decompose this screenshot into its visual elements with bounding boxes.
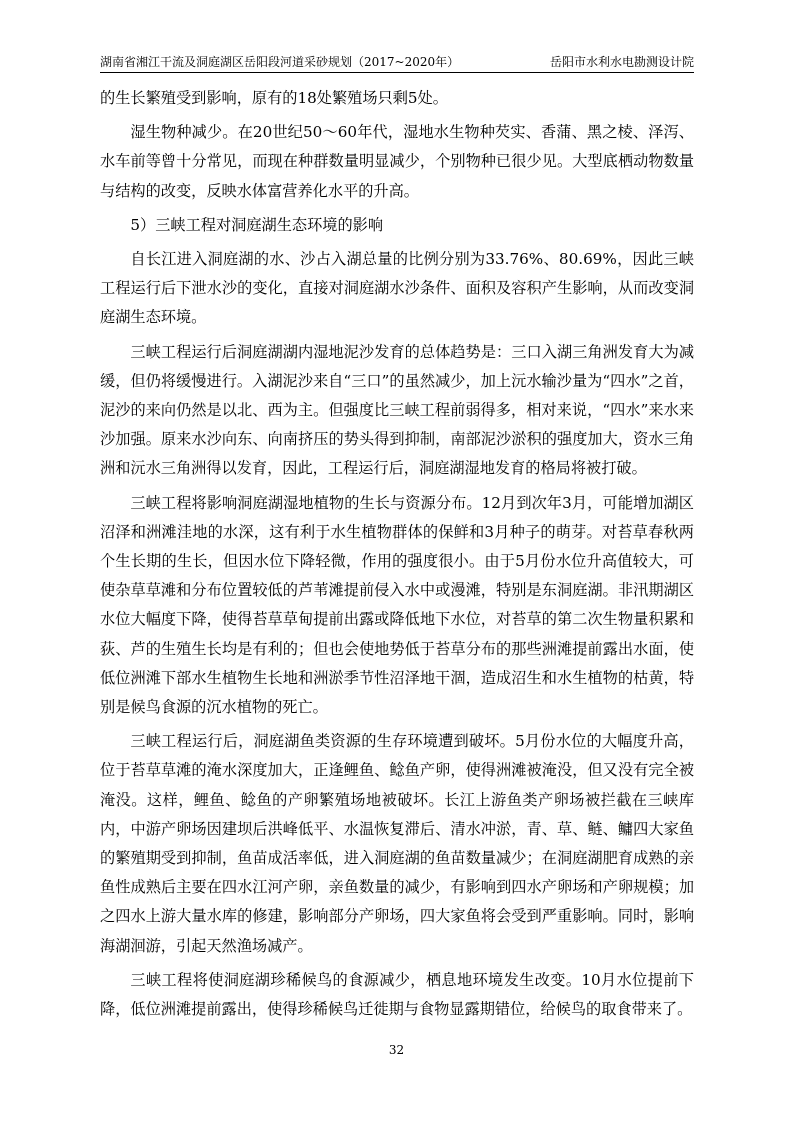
paragraph-fish-resources: 三峡工程运行后，洞庭湖鱼类资源的生存环境遭到破坏。5月份水位的大幅度升高，位于苔草草滩的淹水深度加大，正逢鲤鱼、鲶鱼产卵，使得洲滩被淹没，但又没有完全被淹没。这样，鲤鱼、鲶鱼的产卵繁殖场地被破坏。长江上游鱼类产卵场被拦截在三峡库内，中游产卵场因建坝后洪峰低平、水温恢复滞后、清水冲淤，青、草、鲢、鳙四大家鱼的繁殖期受到抑制，鱼苗成活率低，进入洞庭湖的鱼苗数量减少；在洞庭湖肥育成熟的亲鱼性成熟后主要在四水江河产卵，亲鱼数量的减少，有影响到四水产卵场和产卵规模；加之四水上游大量水库的修建，影响部分产卵场，四大家鱼将会受到严重影响。同时，影响海湖洄游，引起天然渔场减产。	[100, 732, 694, 955]
page-body	[100, 84, 694, 1024]
header-document-title: 湖南省湘江干流及洞庭湖区岳阳段河道采砂规划（2017~2020年）	[100, 55, 460, 69]
page-header	[100, 50, 694, 73]
page-number: 32	[388, 1043, 405, 1057]
paragraph-migratory-birds: 三峡工程将使洞庭湖珍稀候鸟的食源减少，栖息地环境发生改变。10月水位提前下降，低位洲滩提前露出，使得珍稀候鸟迁徙期与食物显露期错位，给候鸟的取食带来了。	[100, 970, 694, 1019]
paragraph-sediment-ratio: 自长江进入洞庭湖的水、沙占入湖总量的比例分别为33.76%、80.69%，因此三峡工程运行后下泄水沙的变化，直接对洞庭湖水沙条件、面积及容积产生影响，从而改变洞庭湖生态环境。	[100, 250, 694, 327]
paragraph-species-decline: 湿生物种减少。在20世纪50～60年代，湿地水生物种芡实、香蒲、黑之棱、泽泻、水车前等曾十分常见，而现在种群数量明显减少，个别物种已很少见。大型底栖动物数量与结构的改变，反映水体富营养化水平的升高。	[100, 123, 694, 200]
paragraph-wetland-plants: 三峡工程将影响洞庭湖湿地植物的生长与资源分布。12月到次年3月，可能增加湖区沼泽和洲滩洼地的水深，这有利于水生植物群体的保鲜和3月种子的萌芽。对苔草春秋两个生长期的生长，但因水位下降轻微，作用的强度很小。由于5月份水位升高值较大，可使杂草草滩和分布位置较低的芦苇滩提前侵入水中或漫滩，特别是东洞庭湖。非汛期湖区水位大幅度下降，使得苔草草甸提前出露或降低地下水位，对苔草的第二次生物量积累和荻、芦的生殖生长均是有利的；但也会使地势低于苔草分布的那些洲滩提前露出水面，使低位洲滩下部水生植物生长地和洲淤季节性沼泽地干涸，造成沼生和水生植物的枯黄，特别是候鸟食源的沉水植物的死亡。	[100, 493, 694, 717]
section-heading: 5）三峡工程对洞庭湖生态环境的影响	[130, 215, 384, 234]
paragraph-continuation: 的生长繁殖受到影响，原有的18处繁殖场只剩5处。	[100, 89, 448, 107]
header-organization: 岳阳市水利水电勘测设计院	[549, 55, 694, 69]
paragraph-wetland-sediment: 三峡工程运行后洞庭湖湖内湿地泥沙发育的总体趋势是：三口入湖三角洲发育大为减缓，但仍将缓慢进行。入湖泥沙来自“三口”的虽然减少，加上沅水输沙量为“四水”之首，泥沙的来向仍然是以北、西为主。但强度比三峡工程前弱得多，相对来说，“四水”来水来沙加强。原来水沙向东、向南挤压的势头得到抑制，南部泥沙淤积的强度加大，资水三角洲和沅水三角洲得以发育，因此，工程运行后，洞庭湖湿地发育的格局将被打破。	[100, 342, 694, 478]
